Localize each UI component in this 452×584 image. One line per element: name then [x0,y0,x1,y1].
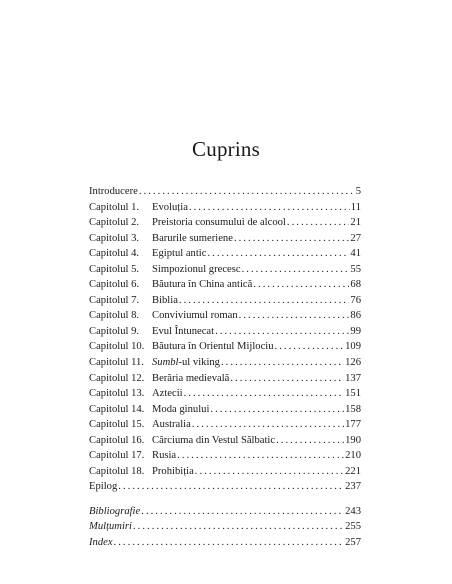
toc-entry-label: Mulțumiri [89,521,132,533]
toc-entry-page: 86 [350,310,361,322]
toc-entry-chapter [89,231,361,247]
toc-entry-epilog [89,479,361,495]
chapter-number: Capitolul 10. [89,341,145,353]
chapter-number: Capitolul 11. [89,357,144,369]
toc-entry-page: 11 [350,201,361,213]
toc-entry-chapter [89,308,361,324]
toc-entry-page: 76 [350,294,361,306]
toc-entry-page: 126 [345,357,361,369]
toc-entry-chapter [89,464,361,480]
dot-leader [184,386,345,402]
dot-leader [210,402,344,418]
chapter-number: Capitolul 17. [89,450,145,462]
toc-entry-page: 109 [345,341,361,353]
toc-entry-front [89,184,361,200]
dot-leader [177,448,344,464]
dot-leader [114,535,345,551]
chapter-number: Capitolul 18. [89,465,145,477]
toc-entry-page: 190 [345,434,361,446]
toc-entry-label: Rusia [152,450,177,462]
toc-entry-label: Evul Întunecat [152,325,215,337]
dot-leader [189,200,350,216]
toc-entry-label: Preistoria consumului de alcool [152,217,286,229]
page-title: Cuprins [192,137,260,161]
toc-entry-page: 68 [350,279,361,291]
dot-leader [141,504,344,520]
toc-entry-label: Evoluția [152,201,188,213]
toc-entry-label: Berăria medievală [152,372,230,384]
toc-entry-back [89,535,361,551]
toc-entry-chapter [89,215,361,231]
toc-entry-chapter [89,355,361,371]
dot-leader [215,324,349,340]
toc-entry-page: 221 [345,465,361,477]
toc-entry-page: 41 [350,248,361,260]
toc-entry-label: Conviviumul roman [152,310,238,322]
toc-entry-label: Introducere [89,186,138,197]
toc-entry-page: 158 [345,403,361,415]
toc-entry-label: Egiptul antic [152,248,207,260]
toc-entry-label: Băutura în China antică [152,279,253,291]
toc-entry-chapter [89,417,361,433]
table-of-contents [89,184,361,551]
toc-entry-page: 237 [345,481,361,493]
toc-entry-label-italic: Sumbl [152,357,179,369]
dot-leader [234,231,350,247]
chapter-number: Capitolul 9. [89,325,140,337]
toc-entry-label: Epilog [89,481,118,493]
dot-leader [195,464,344,480]
section-gap [89,495,361,504]
dot-leader [253,277,349,293]
toc-entry-chapter [89,246,361,262]
toc-entry-page: 55 [350,263,361,275]
toc-entry-page: 255 [345,521,361,533]
toc-entry-page: 210 [345,450,361,462]
dot-leader [239,308,350,324]
chapter-number: Capitolul 12. [89,372,145,384]
toc-entry-label-rest: -ul viking [178,357,220,369]
chapter-number: Capitolul 15. [89,419,145,431]
dot-leader [179,293,350,309]
toc-entry-page: 5 [355,186,361,197]
toc-entry-label: Prohibiția [152,465,194,477]
toc-entry-chapter [89,371,361,387]
toc-entry-label [152,355,220,371]
chapter-number: Capitolul 6. [89,279,140,291]
toc-entry-chapter [89,433,361,449]
dot-leader [230,371,344,387]
toc-entry-page: 177 [345,419,361,431]
toc-entry-page: 243 [345,505,361,517]
chapter-number: Capitolul 16. [89,434,145,446]
toc-entry-page: 137 [345,372,361,384]
dot-leader [192,417,344,433]
toc-entry-label: Australia [152,419,191,431]
toc-entry-back [89,519,361,535]
toc-entry-chapter [89,448,361,464]
toc-entry-chapter [89,324,361,340]
dot-leader [221,355,344,371]
chapter-number: Capitolul 3. [89,232,140,244]
dot-leader [287,215,350,231]
toc-entry-label: Băutura în Orientul Mijlociu [152,341,274,353]
dot-leader [242,262,350,278]
chapter-list [89,200,361,480]
dot-leader [276,433,344,449]
toc-entry-label: Aztecii [152,388,183,400]
toc-entry-label: Barurile sumeriene [152,232,233,244]
chapter-number: Capitolul 4. [89,248,140,260]
chapter-number: Capitolul 14. [89,403,145,415]
chapter-number: Capitolul 7. [89,294,140,306]
toc-entry-chapter [89,339,361,355]
chapter-number: Capitolul 1. [89,201,140,213]
dot-leader [118,479,344,495]
dot-leader [207,246,349,262]
toc-entry-label: Simpozionul grecesc [152,263,241,275]
toc-entry-chapter [89,386,361,402]
chapter-number: Capitolul 13. [89,388,145,400]
toc-entry-label: Biblia [152,294,178,306]
toc-entry-chapter [89,277,361,293]
toc-entry-page: 151 [345,388,361,400]
toc-entry-label: Bibliografie [89,505,141,517]
toc-entry-page: 257 [345,537,361,549]
dot-leader [139,184,355,200]
toc-entry-page: 27 [350,232,361,244]
toc-entry-chapter [89,262,361,278]
dot-leader [275,339,345,355]
toc-entry-label: Moda ginului [152,403,210,415]
toc-entry-page: 99 [350,325,361,337]
toc-entry-back [89,504,361,520]
toc-entry-chapter [89,200,361,216]
toc-entry-label: Cârciuma din Vestul Sălbatic [152,434,276,446]
toc-entry-chapter [89,293,361,309]
dot-leader [133,519,344,535]
chapter-number: Capitolul 2. [89,217,140,229]
chapter-number: Capitolul 8. [89,310,140,322]
toc-entry-page: 21 [350,217,361,229]
chapter-number: Capitolul 5. [89,263,140,275]
toc-entry-chapter [89,402,361,418]
toc-entry-label: Index [89,537,113,549]
